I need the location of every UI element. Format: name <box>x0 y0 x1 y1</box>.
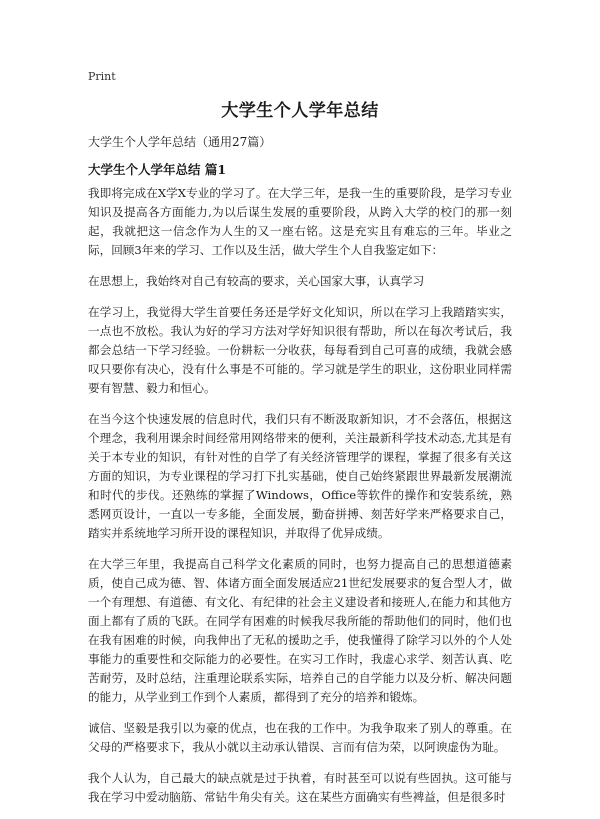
paragraph-1: 我即将完成在X学X专业的学习了。在大学三年，是我一生的重要阶段，是学习专业知识及提高各方面能力,为以后谋生发展的重要阶段，从跨入大学的校门的那一刻起，我就把这一信念作为人生的又一座右铭。这是充实且有难忘的三年。毕业之际，回顾3年来的学习、工作以及生活，做大学生个人自我鉴定如下： <box>88 186 512 257</box>
document-subtitle: 大学生个人学年总结（通用27篇） <box>88 135 272 149</box>
paragraph-4: 在当今这个快速发展的信息时代，我们只有不断汲取新知识，才不会落伍，根据这个理念，我利用课余时间经常用网络带来的便利，关注最新科学技术动态,尤其是有关于本专业的知识，有针对性的自学了有关经济管理学的课程，掌握了很多有关这方面的知识，为专业课程的学习打下扎实基础，使自己始终紧跟世界最新发展潮流和时代的步伐。还熟练的掌握了Windows，Office等软件的操作和安装系统，熟悉网页设计，一直以一专多能，全面发展，勤奋拼搏、刻苦好学来严格要求自己，踏实并系统地学习所开设的课程知识，并取得了优异成绩。 <box>88 412 512 540</box>
paragraph-6: 诚信、坚毅是我引以为豪的优点，也在我的工作中。为我争取来了别人的尊重。在父母的严格要求下，我从小就以主动承认错误、言而有信为荣，以阿谀虚伪为耻。 <box>88 721 512 754</box>
paragraph-5: 在大学三年里，我提高自己科学文化素质的同时，也努力提高自己的思想道德素质，使自己成为德、智、体诸方面全面发展适应21世纪发展要求的复合型人才，做一个有理想、有道德、有文化、有纪律的社会主义建设者和接班人,在能力和其他方面上都有了质的飞跃。在同学有困难的时候我尽我所能的帮助他们的同时，他们也在我有困难的时候，向我伸出了无私的援助之手，使我懂得了除学习以外的个人处事能力的重要性和交际能力的必要性。在实习工作时，我虚心求学、刻苦认真、吃苦耐劳，及时总结，注重理论联系实际，培养自己的自学能力以及分析、解决问题的能力，从学业到工作到个人素质，都得到了充分的培养和锻炼。 <box>88 557 512 704</box>
paragraph-3: 在学习上，我觉得大学生首要任务还是学好文化知识，所以在学习上我踏踏实实，一点也不放松。我认为好的学习方法对学好知识很有帮助，所以在每次考试后，我都会总结一下学习经验。一份耕耘一分收获，每每看到自己可喜的成绩，我就会感叹只要你有决心，没有什么事是不可能的。学习就是学生的职业，这份职业同样需要有智慧、毅力和恒心。 <box>88 305 512 395</box>
paragraph-7: 我个人认为，自己最大的缺点就是过于执着，有时甚至可以说有些固执。这可能与我在学习中爱动脑筋、常钻牛角尖有关。这在某些方面确实有些裨益，但是很多时 <box>88 771 512 804</box>
print-label[interactable]: Print <box>88 70 116 83</box>
document-title: 大学生个人学年总结 <box>221 101 379 121</box>
paragraph-2: 在思想上，我始终对自己有较高的要求，关心国家大事，认真学习 <box>88 274 425 288</box>
section-heading: 大学生个人学年总结 篇1 <box>88 162 227 177</box>
document-body <box>88 184 512 819</box>
